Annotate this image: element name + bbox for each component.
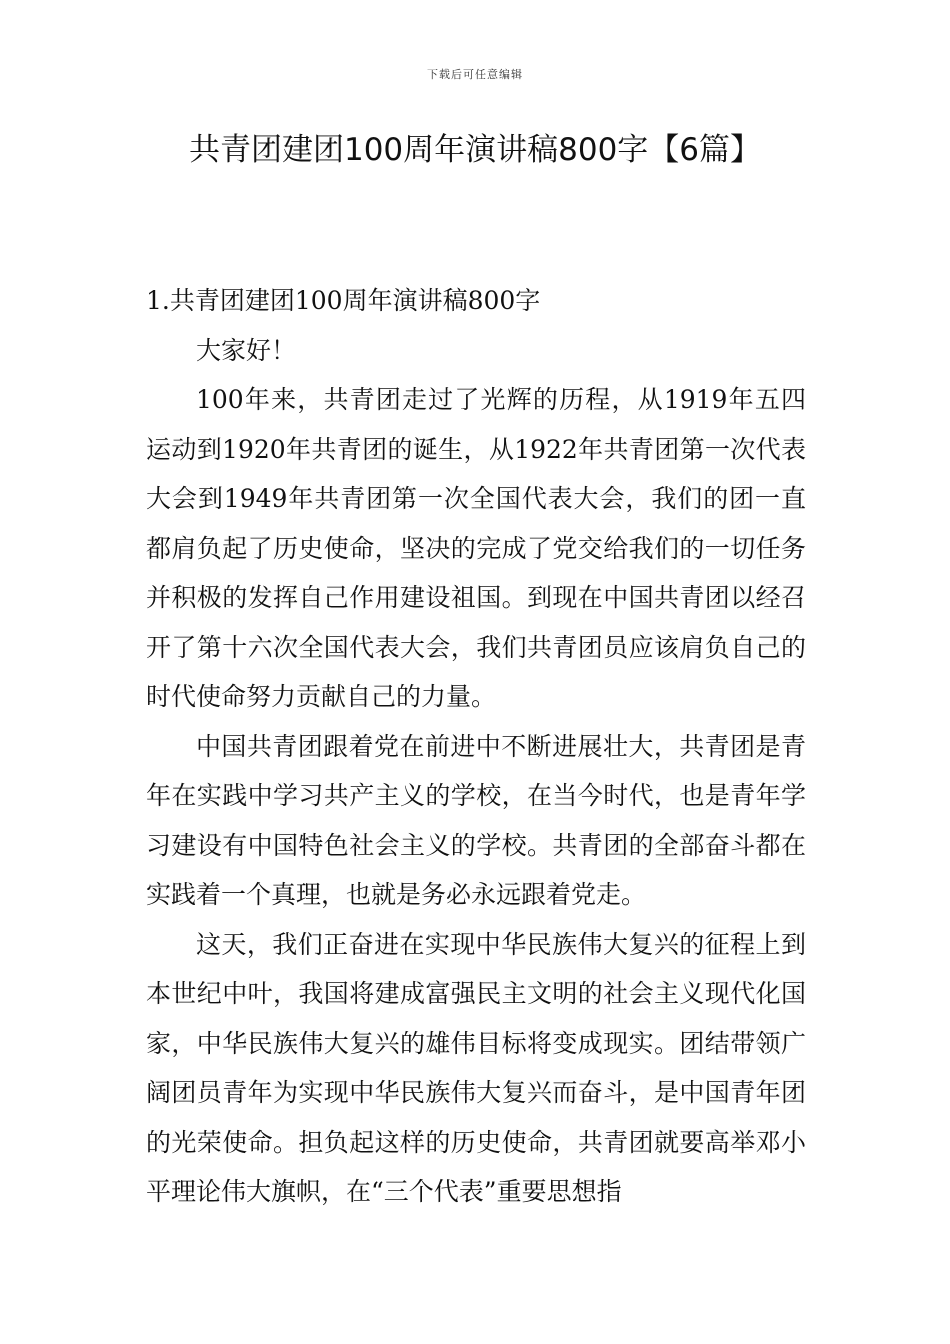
header-note: 下载后可任意编辑	[427, 68, 523, 81]
body-paragraph-1: 100年来，共青团走过了光辉的历程，从1919年五四运动到1920年共青团的诞生，从1922年共青团第一次代表大会到1949年共青团第一次全国代表大会，我们的团一直都肩负起了历史使命，坚决的完成了党交给我们的一切任务并积极的发挥自己作用建设祖国。到现在中国共青团以经召开了第十六次全国代表大会，我们共青团员应该肩负自己的时代使命努力贡献自己的力量。	[146, 385, 806, 711]
document-title: 共青团建团100周年演讲稿800字【6篇】	[188, 132, 762, 168]
greeting-paragraph: 大家好！	[196, 335, 297, 365]
document-body	[146, 276, 806, 1217]
section-heading: 1.共青团建团100周年演讲稿800字	[146, 286, 541, 315]
body-paragraph-3: 这天，我们正奋进在实现中华民族伟大复兴的征程上到本世纪中叶，我国将建成富强民主文明的社会主义现代化国家，中华民族伟大复兴的雄伟目标将变成现实。团结带领广阔团员青年为实现中华民族伟大复兴而奋斗，是中国青年团的光荣使命。担负起这样的历史使命，共青团就要高举邓小平理论伟大旗帜，在“三个代表”重要思想指	[146, 929, 806, 1206]
body-paragraph-2: 中国共青团跟着党在前进中不断进展壮大，共青团是青年在实践中学习共产主义的学校，在当今时代，也是青年学习建设有中国特色社会主义的学校。共青团的全部奋斗都在实践着一个真理，也就是务必永远跟着党走。	[146, 731, 806, 909]
